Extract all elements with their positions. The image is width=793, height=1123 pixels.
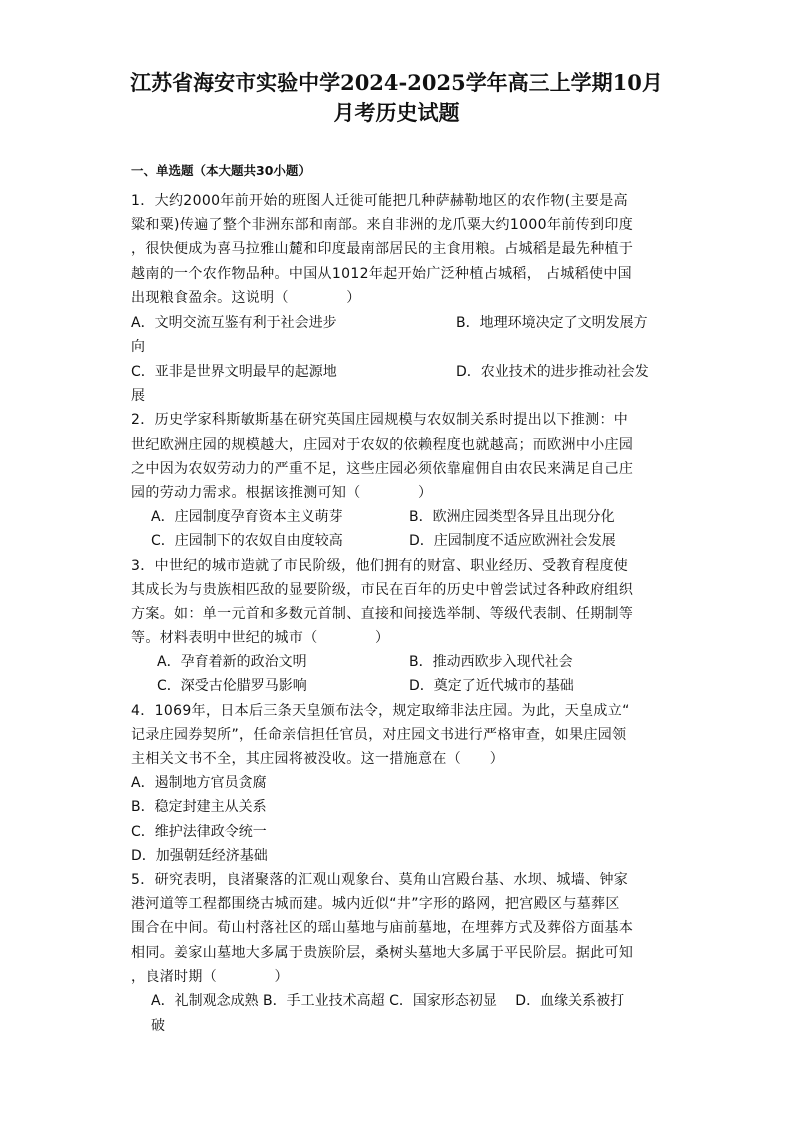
q2-stem-line: 世纪欧洲庄园的规模越大，庄园对于农奴的依赖程度也就越高；而欧洲中小庄园 bbox=[131, 437, 634, 453]
q2-option-a: A．庄园制度孕育资本主义萌芽 bbox=[151, 509, 343, 525]
q1-stem-line: 粱和粟)传遍了整个非洲东部和南部。来自非洲的龙爪粟大约1000年前传到印度 bbox=[131, 217, 634, 233]
q1-stem-line: 出现粮食盈余。这说明（ ） bbox=[131, 290, 361, 306]
q5-stem-line: 港河道等工程都围绕古城而建。城内近似“井”字形的路网，把宫殿区与墓葬区 bbox=[131, 896, 620, 912]
q5-options-continued: 破 bbox=[151, 1018, 165, 1034]
q1-option-d-continued: 展 bbox=[131, 388, 145, 404]
q1-option-b: B．地理环境决定了文明发展方 bbox=[456, 315, 648, 331]
q1-stem-line: 越南的一个农作物品种。中国从1012年起开始广泛种植占城稻， 占城稻使中国 bbox=[131, 266, 633, 282]
q5-stem-line: ，良渚时期（ ） bbox=[131, 969, 289, 985]
exam-title-line1: 江苏省海安市实验中学2024-2025学年高三上学期10月 bbox=[130, 70, 663, 95]
q4-stem-line: 主相关文书不全，其庄园将被没收。这一措施意在（ ） bbox=[131, 751, 505, 767]
exam-title-line2: 月考历史试题 bbox=[333, 100, 460, 125]
q5-stem-line: 相同。姜家山墓地大多属于贵族阶层，桑树头墓地大多属于平民阶层。据此可知 bbox=[131, 945, 634, 961]
q1-option-d: D．农业技术的进步推动社会发 bbox=[456, 364, 649, 380]
q3-stem-line: 等。材料表明中世纪的城市（ ） bbox=[131, 630, 390, 646]
q2-stem-line: 之中因为农奴劳动力的严重不足，这些庄园必须依靠雇佣自由农民来满足自己庄 bbox=[131, 461, 634, 477]
q1-option-b-continued: 向 bbox=[131, 339, 145, 355]
q4-stem-line: 4．1069年，日本后三条天皇颁布法令，规定取缔非法庄园。为此，天皇成立“ bbox=[131, 703, 630, 719]
q3-option-c: C．深受古伦腊罗马影响 bbox=[157, 678, 307, 694]
q5-options: A．礼制观念成熟 B．手工业技术高超 C．国家形态初显 D．血缘关系被打 bbox=[151, 993, 625, 1009]
q1-option-a: A．文明交流互鉴有利于社会进步 bbox=[131, 315, 337, 331]
q2-option-c: C．庄园制下的农奴自由度较高 bbox=[151, 533, 343, 549]
q3-option-b: B．推动西欧步入现代社会 bbox=[409, 654, 573, 670]
q1-option-c: C．亚非是世界文明最早的起源地 bbox=[131, 364, 337, 380]
q5-stem-line: 围合在中间。荀山村落社区的瑶山墓地与庙前墓地，在埋葬方式及葬俗方面基本 bbox=[131, 920, 634, 936]
q4-stem-line: 记录庄园券契所”，任命亲信担任官员，对庄园文书进行严格审查，如果庄园领 bbox=[131, 727, 627, 743]
q4-option-d: D．加强朝廷经济基础 bbox=[131, 848, 268, 864]
q3-stem-line: 3．中世纪的城市造就了市民阶级，他们拥有的财富、职业经历、受教育程度使 bbox=[131, 558, 629, 574]
section-heading: 一、单选题（本大题共30小题） bbox=[131, 163, 311, 178]
q4-option-c: C．维护法律政令统一 bbox=[131, 824, 267, 840]
q3-option-d: D．奠定了近代城市的基础 bbox=[409, 678, 574, 694]
q4-option-a: A．遏制地方官员贪腐 bbox=[131, 775, 267, 791]
q5-stem-line: 5．研究表明，良渚聚落的汇观山观象台、莫角山宫殿台基、水坝、城墙、钟家 bbox=[131, 872, 629, 888]
q2-option-d: D．庄园制度不适应欧洲社会发展 bbox=[409, 533, 616, 549]
q4-option-b: B．稳定封建主从关系 bbox=[131, 799, 267, 815]
q2-stem-line: 2．历史学家科斯敏斯基在研究英国庄园规模与农奴制关系时提出以下推测：中 bbox=[131, 412, 629, 428]
q3-stem-line: 其成长为与贵族相匹敌的显要阶级，市民在百年的历史中曾尝试过各种政府组织 bbox=[131, 582, 634, 598]
q3-option-a: A．孕育着新的政治文明 bbox=[157, 654, 307, 670]
q1-stem-line: ，很快便成为喜马拉雅山麓和印度最南部居民的主食用粮。占城稻是最先种植于 bbox=[131, 241, 634, 257]
q2-stem-line: 园的劳动力需求。根据该推测可知（ ） bbox=[131, 485, 433, 501]
q3-stem-line: 方案。如：单一元首和多数元首制、直接和间接选举制、等级代表制、任期制等 bbox=[131, 606, 634, 622]
q1-stem-line: 1．大约2000年前开始的班图人迁徙可能把几种萨赫勒地区的农作物(主要是高 bbox=[131, 193, 628, 209]
q2-option-b: B．欧洲庄园类型各异且出现分化 bbox=[409, 509, 615, 525]
